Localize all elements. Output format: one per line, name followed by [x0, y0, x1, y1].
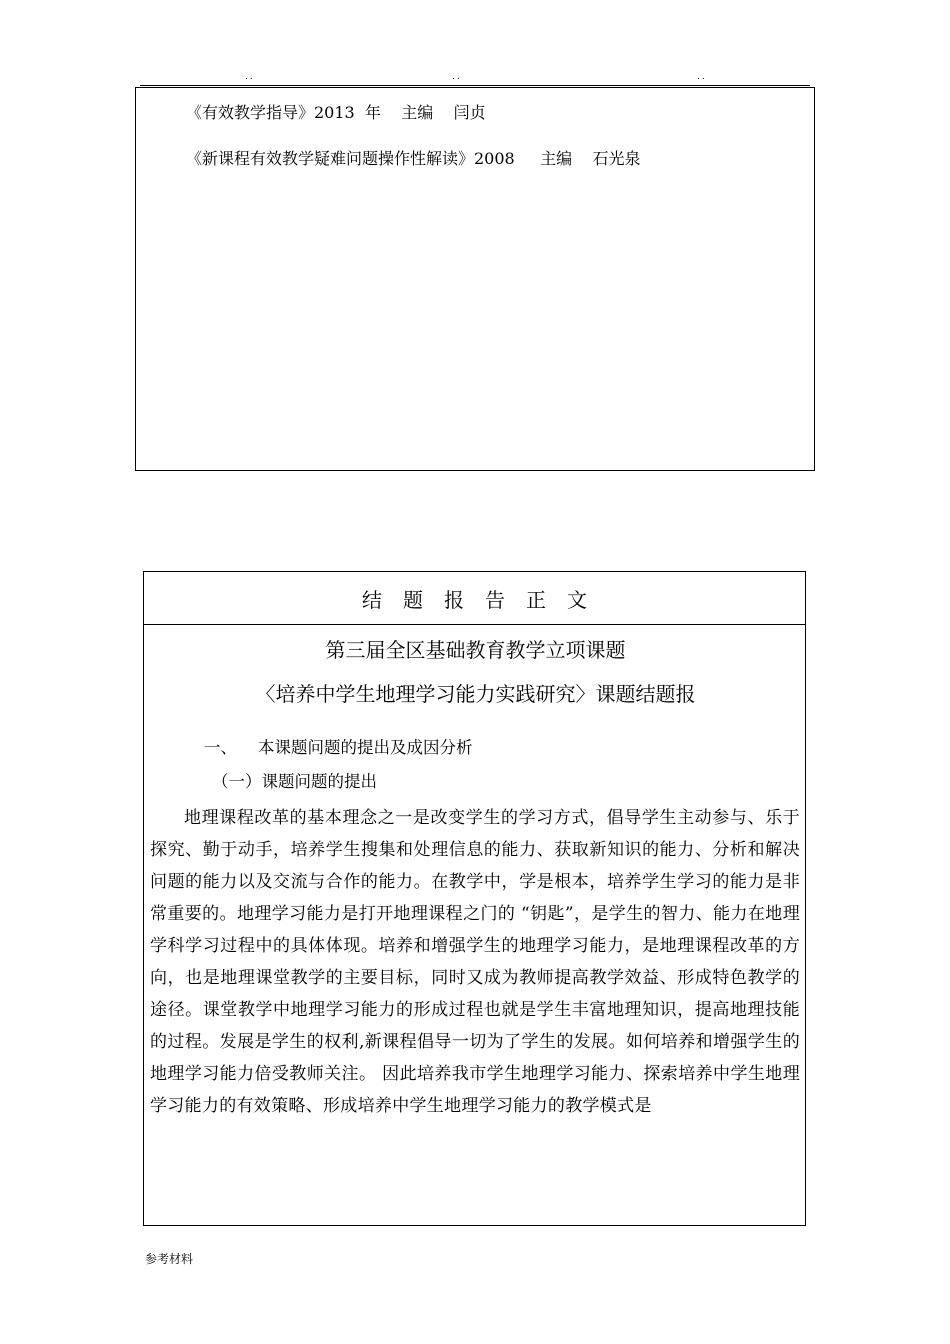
report-title-line2: 〈培养中学生地理学习能力实践研究〉课题结题报 — [255, 682, 696, 706]
footer-label: 参考材料 — [145, 1252, 194, 1266]
references-box — [135, 87, 815, 471]
reference-item: 《有效教学指导》2013 年 主编 闫贞 — [186, 103, 486, 122]
reference-item: 《新课程有效教学疑难问题操作性解读》2008 主编 石光泉 — [186, 149, 641, 168]
report-body-paragraph: 地理课程改革的基本理念之一是改变学生的学习方式，倡导学生主动参与、乐于探究、勤于动手，培养学生搜集和处理信息的能力、获取新知识的能力、分析和解决问题的能力以及交流与合作的能力。在教学中，学是根本，培养学生学习的能力是非常重要的。地理学习能力是打开地理课程之门的 “钥匙”，是学生的智力、能力在地理学科学习过程中的具体体现。培养和增强学生的地理学习能力，是地理课程改革的方向，也是地理课堂教学的主要目标，同时又成为教师提高教学效益、形成特色教学的途径。课堂教学中地理学习能力的形成过程也就是学生丰富地理知识，提高地理技能的过程。发展是学生的权利,新课程倡导一切为了学生的发展。如何培养和增强学生的地理学习能力倍受教师关注。 因此培养我市学生地理学习能力、探索培养中学生地理学习能力的有效策略、形成培养中学生地理学习能力的教学模式是 — [150, 808, 800, 1116]
report-box — [143, 571, 806, 1226]
header-rule — [140, 85, 810, 86]
section-title: 结题报告正文 — [144, 572, 805, 625]
heading-level1: 一、 本课题问题的提出及成因分析 — [204, 738, 473, 757]
header-dots-left: .. — [245, 72, 255, 82]
header-dots-center: .. — [452, 72, 462, 82]
report-title-line1: 第三届全区基础教育教学立项课题 — [325, 638, 626, 662]
heading-level2: （一）课题问题的提出 — [212, 772, 377, 791]
header-dots-right: .. — [697, 72, 707, 82]
